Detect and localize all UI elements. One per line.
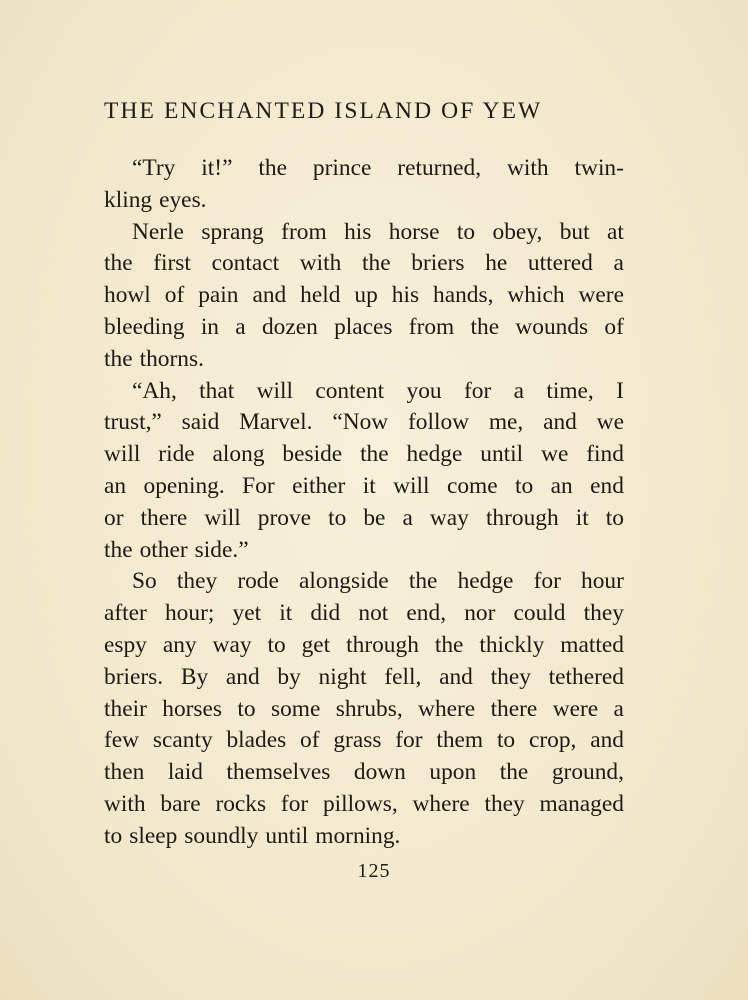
text-line: or there will prove to be a way through it to — [104, 504, 624, 531]
text-line: the first contact with the briers he uttered a — [104, 250, 624, 277]
text-line: the thorns. — [104, 345, 204, 372]
text-line: an opening. For either it will come to an end — [104, 472, 624, 499]
text-line: briers. By and by night fell, and they tethered — [104, 663, 624, 690]
text-line: after hour; yet it did not end, nor could they — [104, 600, 624, 627]
text-line: espy any way to get through the thickly matted — [104, 631, 624, 658]
text-line: “Try it!” the prince returned, with twin- — [132, 155, 624, 181]
text-line: kling eyes. — [104, 186, 207, 213]
paragraph — [104, 376, 624, 567]
text-line: then laid themselves down upon the ground, — [104, 759, 624, 786]
text-line: bleeding in a dozen places from the wounds of — [104, 313, 624, 340]
text-line: “Ah, that will content you for a time, I — [132, 377, 624, 404]
text-line: So they rode alongside the hedge for hour — [132, 568, 624, 595]
running-head: THE ENCHANTED ISLAND OF YEW — [104, 98, 543, 124]
paragraph — [104, 566, 624, 852]
text-line: few scanty blades of grass for them to crop, and — [104, 727, 624, 754]
body-text — [104, 153, 624, 853]
text-line: to sleep soundly until morning. — [104, 822, 401, 849]
text-line: trust,” said Marvel. “Now follow me, and we — [104, 409, 624, 436]
page-number: 125 — [357, 860, 391, 882]
text-line: howl of pain and held up his hands, which were — [104, 282, 624, 309]
text-line: will ride along beside the hedge until we find — [104, 441, 624, 468]
text-line: Nerle sprang from his horse to obey, but at — [132, 218, 624, 245]
text-line: their horses to some shrubs, where there were a — [104, 695, 624, 722]
text-line: with bare rocks for pillows, where they managed — [104, 790, 624, 817]
paragraph — [104, 153, 624, 217]
text-line: the other side.” — [104, 536, 249, 563]
paragraph — [104, 217, 624, 376]
